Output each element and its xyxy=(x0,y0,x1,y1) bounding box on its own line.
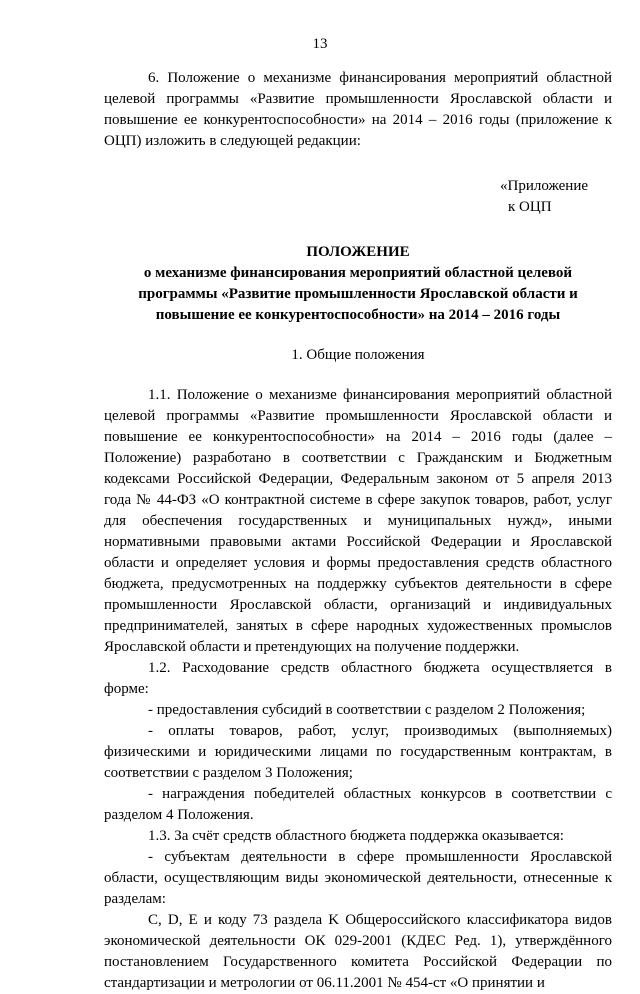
list-item-subsidies: - предоставления субсидий в соответствии с разделом 2 Положения; xyxy=(148,702,586,718)
appendix-label-line1: «Приложение xyxy=(500,178,589,194)
paragraph-classifier: C, D, E и коду 73 раздела K Общероссийского классификатора видов экономической деятельности ОК 029-2001 (КДЕС Ред. 1), утверждённого постановлением Государственного комитета Российской Федерации по стандартизации и метрологии от 06.11.2001 № 454-ст «О принятии и xyxy=(104,912,612,991)
list-item-payments: - оплаты товаров, работ, услуг, производимых (выполняемых) физическими и юридическими лицами по государственным контрактам, в соответствии с разделом 3 Положения; xyxy=(104,723,612,781)
paragraph-1-2: 1.2. Расходование средств областного бюджета осуществляется в форме: xyxy=(104,660,612,697)
appendix-label xyxy=(500,176,612,218)
appendix-label-line2: к ОЦП xyxy=(508,199,552,215)
list-item-awards: - награждения победителей областных конкурсов в соответствии с разделом 4 Положения. xyxy=(104,786,612,823)
document-title: ПОЛОЖЕНИЕ xyxy=(306,244,410,260)
list-item-subjects: - субъектам деятельности в сфере промышленности Ярославской области, осуществляющим виды экономической деятельности, отнесенные к разделам: xyxy=(104,849,612,907)
paragraph-1-3: 1.3. За счёт средств областного бюджета поддержка оказывается: xyxy=(148,828,564,844)
paragraph-1-1: 1.1. Положение о механизме финансирования мероприятий областной целевой программы «Развитие промышленности Ярославской области и повышение ее конкурентоспособности» на 2014 – 2016 годы (далее – Положение) разработано в соответствии с Гражданским и Бюджетным кодексами Российской Федерации, Федеральным законом от 5 апреля 2013 года № 44-ФЗ «О контрактной системе в сфере закупок товаров, работ, услуг для обеспечения государственных и муниципальных нужд», иными нормативными правовыми актами Российской Федерации и Ярославской области и определяет условия и формы предоставления средств областного бюджета, предусмотренных на поддержку субъектов деятельности в сфере промышленности Ярославской области, организаций и индивидуальных предпринимателей, занятых в сфере народных художественных промыслов Ярославской области и претендующих на получение поддержки. xyxy=(104,387,612,655)
section-heading: 1. Общие положения xyxy=(291,347,425,363)
document-body xyxy=(104,68,612,994)
document-subtitle: о механизме финансирования мероприятий областной целевой программы «Развитие промышленности Ярославской области и повышение ее конкурентоспособности» на 2014 – 2016 годы xyxy=(138,265,578,323)
intro-paragraph: 6. Положение о механизме финансирования мероприятий областной целевой программы «Развитие промышленности Ярославской области и повышение ее конкурентоспособности» на 2014 – 2016 годы (приложение к ОЦП) изложить в следующей редакции: xyxy=(104,70,612,149)
page-number: 13 xyxy=(312,36,328,52)
